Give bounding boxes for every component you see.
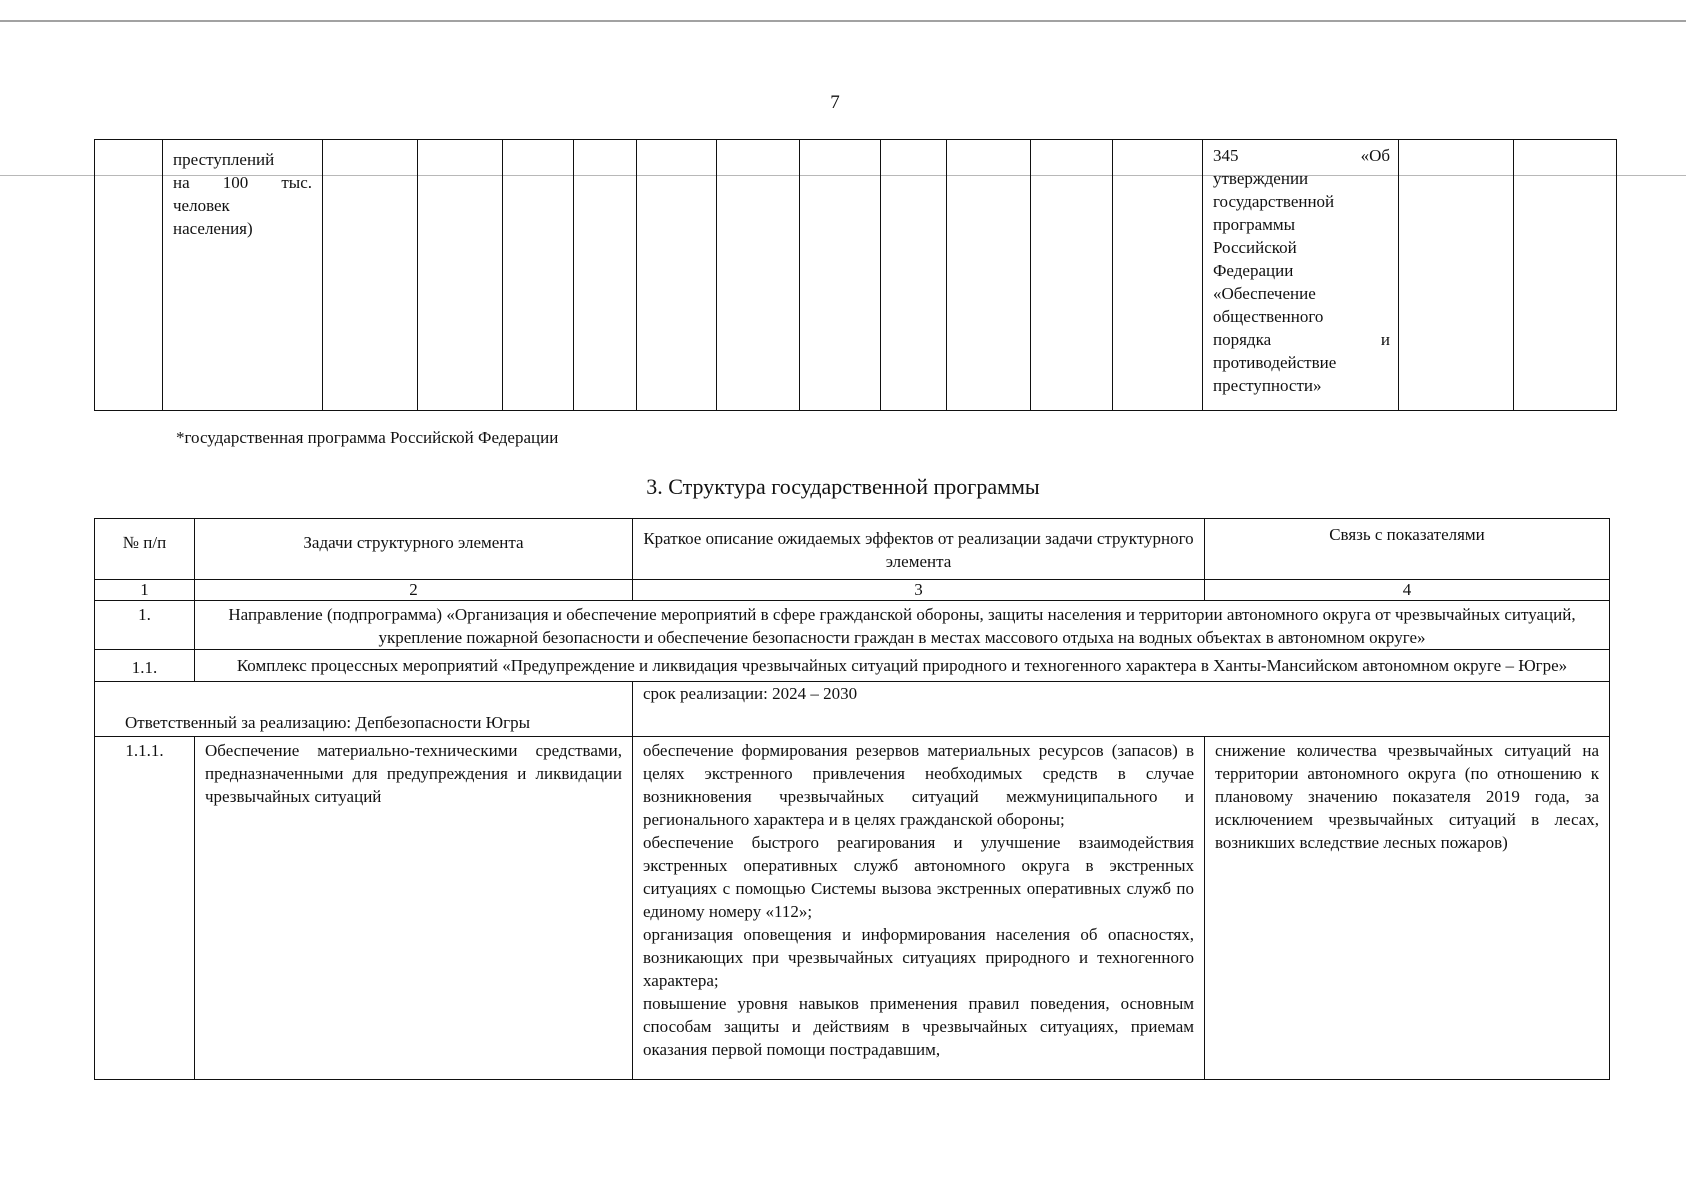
col-number: 1 <box>95 580 195 601</box>
document-line: порядка и <box>1213 330 1390 349</box>
task-row <box>95 737 1610 1080</box>
indicator-line: человек <box>173 196 230 215</box>
document-line: программы <box>1213 215 1296 234</box>
indicators-table-continuation <box>94 139 1617 411</box>
cell-empty <box>323 140 418 411</box>
cell-empty <box>1113 140 1203 411</box>
cell-empty <box>637 140 717 411</box>
indicator-line: на 100 тыс. <box>173 173 312 192</box>
cell-empty <box>418 140 503 411</box>
document-line: «Обеспечение <box>1213 284 1316 303</box>
cell-empty <box>1399 140 1514 411</box>
header-indicators: Связь с показателями <box>1205 519 1610 580</box>
indicator-name-cell <box>163 140 323 411</box>
document-cell <box>1203 140 1399 411</box>
task-indicator: снижение количества чрезвычайных ситуаций на территории автономного округа (по отношению к плановому значению показателя 2019 года, за исключением чрезвычайных ситуаций в лесах, возникших вследствие лесных пожаров) <box>1205 737 1610 1080</box>
direction-row <box>95 601 1610 650</box>
responsible-row <box>95 682 1610 737</box>
complex-num: 1.1. <box>95 650 195 682</box>
scan-edge-top <box>0 20 1686 22</box>
cell-empty <box>881 140 947 411</box>
document-line: противодействие <box>1213 353 1337 372</box>
direction-text: Направление (подпрограмма) «Организация и обеспечение мероприятий в сфере гражданской обороны, защиты населения и территории автономного округа от чрезвычайных ситуаций, укрепление пожарной безопасности и обеспечение безопасности граждан в местах массового отдыха на водных объектах в автономном округе» <box>195 601 1610 650</box>
effect-item: повышение уровня навыков применения правил поведения, основным способам защиты и действиям в чрезвычайных ситуациях, приемам оказания первой помощи пострадавшим, <box>643 994 1194 1059</box>
document-line: Федерации <box>1213 261 1294 280</box>
task-num: 1.1.1. <box>95 737 195 1080</box>
col-number: 4 <box>1205 580 1610 601</box>
cell-empty <box>1514 140 1617 411</box>
cell-empty <box>503 140 574 411</box>
program-structure-table <box>94 518 1610 1080</box>
header-effects: Краткое описание ожидаемых эффектов от реализации задачи структурного элемента <box>633 519 1205 580</box>
indicator-line: населения) <box>173 219 253 238</box>
document-line: общественного <box>1213 307 1324 326</box>
effect-item: обеспечение формирования резервов материальных ресурсов (запасов) в целях экстренного привлечения необходимых средств в случае возникновения чрезвычайных ситуаций межмуниципального и регионального характера и в целях гражданской обороны; <box>643 741 1194 829</box>
document-line: 345 «Об <box>1213 146 1390 165</box>
header-row <box>95 519 1610 580</box>
document-line: государственной <box>1213 192 1335 211</box>
cell-empty <box>95 140 163 411</box>
col-number: 2 <box>195 580 633 601</box>
indicator-line: преступлений <box>173 150 275 169</box>
column-numbers-row <box>95 580 1610 601</box>
responsible-text: Ответственный за реализацию: Депбезопасности Югры <box>95 682 633 737</box>
header-num: № п/п <box>95 519 195 580</box>
section-title: 3. Структура государственной программы <box>646 474 1040 499</box>
cell-empty <box>800 140 881 411</box>
effect-item: организация оповещения и информирования населения об опасностях, возникающих при чрезвычайных ситуациях природного и техногенного характера; <box>643 925 1194 990</box>
cell-empty <box>574 140 637 411</box>
complex-text: Комплекс процессных мероприятий «Предупреждение и ликвидация чрезвычайных ситуаций природного и техногенного характера в Ханты-Мансийском автономном округе – Югре» <box>195 650 1610 682</box>
term-text: срок реализации: 2024 – 2030 <box>633 682 1610 737</box>
col-number: 3 <box>633 580 1205 601</box>
cell-empty <box>717 140 800 411</box>
complex-row <box>95 650 1610 682</box>
task-text: Обеспечение материально-техническими средствами, предназначенными для предупреждения и ликвидации чрезвычайных ситуаций <box>195 737 633 1080</box>
direction-num: 1. <box>95 601 195 650</box>
effect-item: обеспечение быстрого реагирования и улучшение взаимодействия экстренных оперативных служб автономного округа в экстренных ситуациях с помощью Системы вызова экстренных оперативных служб по единому номеру «112»; <box>643 833 1194 921</box>
document-line: утверждении <box>1213 169 1309 188</box>
document-line: преступности» <box>1213 376 1322 395</box>
footnote: *государственная программа Российской Федерации <box>176 428 559 447</box>
task-effects <box>633 737 1205 1080</box>
cell-empty <box>947 140 1031 411</box>
header-task: Задачи структурного элемента <box>195 519 633 580</box>
cell-empty <box>1031 140 1113 411</box>
document-line: Российской <box>1213 238 1297 257</box>
page-number: 7 <box>830 92 840 113</box>
